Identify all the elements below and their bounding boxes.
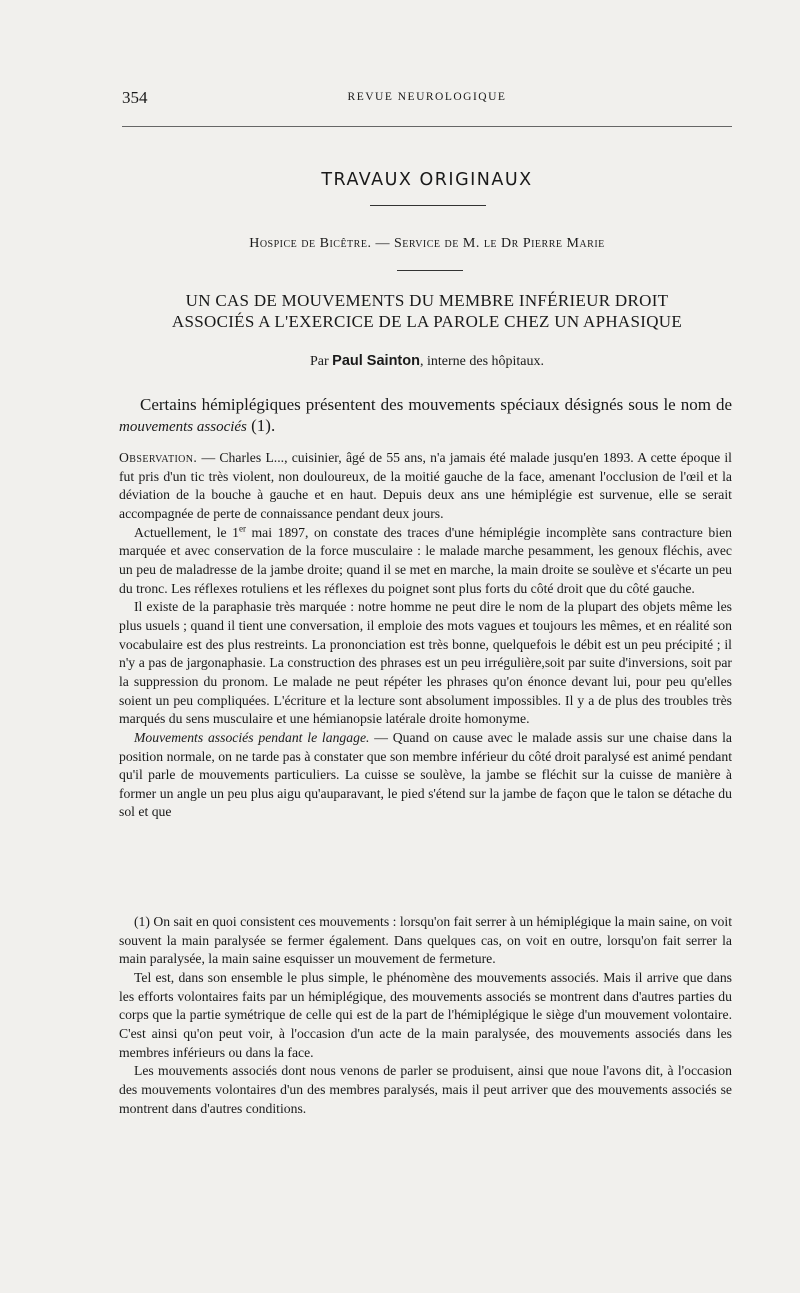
section-rule — [370, 205, 486, 206]
affiliation: Hospice de Bicêtre. — Service de M. le Dr Pierre Marie — [249, 236, 605, 251]
author-name: Paul Sainton — [332, 353, 420, 369]
lead-text: Certains hémiplégiques présentent des mouvements spéciaux désignés sous le nom de — [140, 395, 732, 414]
observation-label: Observation. — [119, 450, 198, 465]
article-title-line-2: ASSOCIÉS A L'EXERCICE DE LA PAROLE CHEZ UN APHASIQUE — [171, 312, 683, 331]
footnote-paragraph: Tel est, dans son ensemble le plus simple, le phénomène des mouvements associés. Mais il arrive que dans les efforts volontaires faits par un hémiplégique, des mouvements associés se montrent dans d'autres parties du corps que la partie symétrique de celle qui est de la part de l'hémiplégique le siège d'un mouvement volontaire. C'est ainsi qu'on peut voir, à l'occasion d'un acte de la main paralysée, des mouvements associés dans les membres inférieurs ou dans la face. — [119, 969, 732, 1060]
body-paragraph — [119, 729, 732, 822]
header-rule — [122, 126, 732, 127]
journal-title: REVUE NEUROLOGIQUE — [347, 91, 507, 103]
footnote-reference: (1). — [251, 416, 276, 435]
paragraph-text: — Quand on cause avec le malade assis sur une chaise dans la position normale, on ne tarde pas à constater que son membre inférieur du côté droit paralysé est animé pendant qu'il parle de mouvements particuliers. La cuisse se soulève, la jambe se fléchit sur la cuisse de manière à former un angle un peu plus aigu qu'auparavant, le pied s'étend sur la jambe de façon que le talon se détache du sol et que — [119, 729, 732, 820]
paragraph-text: Actuellement, le 1 — [134, 524, 239, 540]
body-paragraph — [119, 524, 732, 599]
lead-italic-term: mouvements associés — [119, 419, 247, 435]
running-head — [122, 88, 732, 110]
body-paragraph — [119, 449, 732, 524]
subsection-heading: Mouvements associés pendant le langage. — [134, 729, 370, 745]
footnotes — [119, 913, 732, 1118]
page-number: 354 — [122, 88, 148, 107]
footnote-paragraph: (1) On sait en quoi consistent ces mouvements : lorsqu'on fait serrer à un hémiplégique la main saine, on voit souvent la main paralysée se fermer également. Dans quelques cas, on voit en outre, lorsqu'on fait serrer la main paralysée, la main saine esquisser un mouvement de fermeture. — [119, 914, 732, 967]
section-title: TRAVAUX ORIGINAUX — [321, 170, 533, 190]
byline-suffix: , interne des hôpitaux. — [419, 354, 545, 369]
article-body — [119, 449, 732, 822]
footnote-paragraph: Les mouvements associés dont nous venons de parler se produisent, ainsi que noue l'avons dit, à l'occasion des mouvements volontaires d'un des membres paralysés, mais il peut arriver que des mouvements associés se montrent dans d'autres conditions. — [119, 1063, 732, 1116]
ordinal-superscript: er — [238, 523, 246, 534]
lead-paragraph — [119, 394, 732, 438]
article-title-line-1: UN CAS DE MOUVEMENTS DU MEMBRE INFÉRIEUR DROIT — [185, 291, 669, 310]
body-paragraph: Il existe de la paraphasie très marquée : notre homme ne peut dire le nom de la plupart des objets même les plus usuels ; quand il tient une conversation, il emploie des mots vagues et toujours les mêmes, et en réalité son vocabulaire est des plus restreints. La prononciation est très bonne, quelquefois le débit est un peu précipité ; il n'y a pas de jargonaphasie. La construction des phrases est un peu irrégulière,soit par suite d'inversions, soit par la suppression du pronom. Le malade ne peut répéter les phrases qu'on énonce devant lui, pour peu qu'elles soient un peu compliquées. L'écriture et la lecture sont absolument impossibles. Il y a de plus des troubles très marqués du sens musculaire et une hémianopsie latérale droite homonyme. — [119, 599, 732, 727]
byline — [122, 353, 732, 370]
byline-prefix: Par — [309, 354, 329, 369]
article-title — [122, 290, 732, 332]
affiliation-rule — [397, 270, 463, 271]
paragraph-text: — Charles L..., cuisinier, âgé de 55 ans, n'a jamais été malade jusqu'en 1893. A cette époque il fut pris d'un tic très violent, non douloureux, de la moitié gauche de la face, amenant l'occlusion de l'œil et la déviation de la bouche à gauche et en haut. Depuis deux ans une hémiplégie est survenue, elle se serait accompagnée de perte de connaissance pendant deux jours. — [119, 450, 732, 521]
paragraph-text: mai 1897, on constate des traces d'une hémiplégie incomplète sans contracture bien marquée et avec conservation de la force musculaire : le malade marche pesamment, les genoux fléchis, avec un peu de maladresse de la jambe droite; quand il se met en marche, la main droite se soulève et s'écarte un peu du tronc. Les réflexes rotuliens et les réflexes du poignet sont plus forts du côté droit que du côté gauche. — [119, 524, 733, 596]
